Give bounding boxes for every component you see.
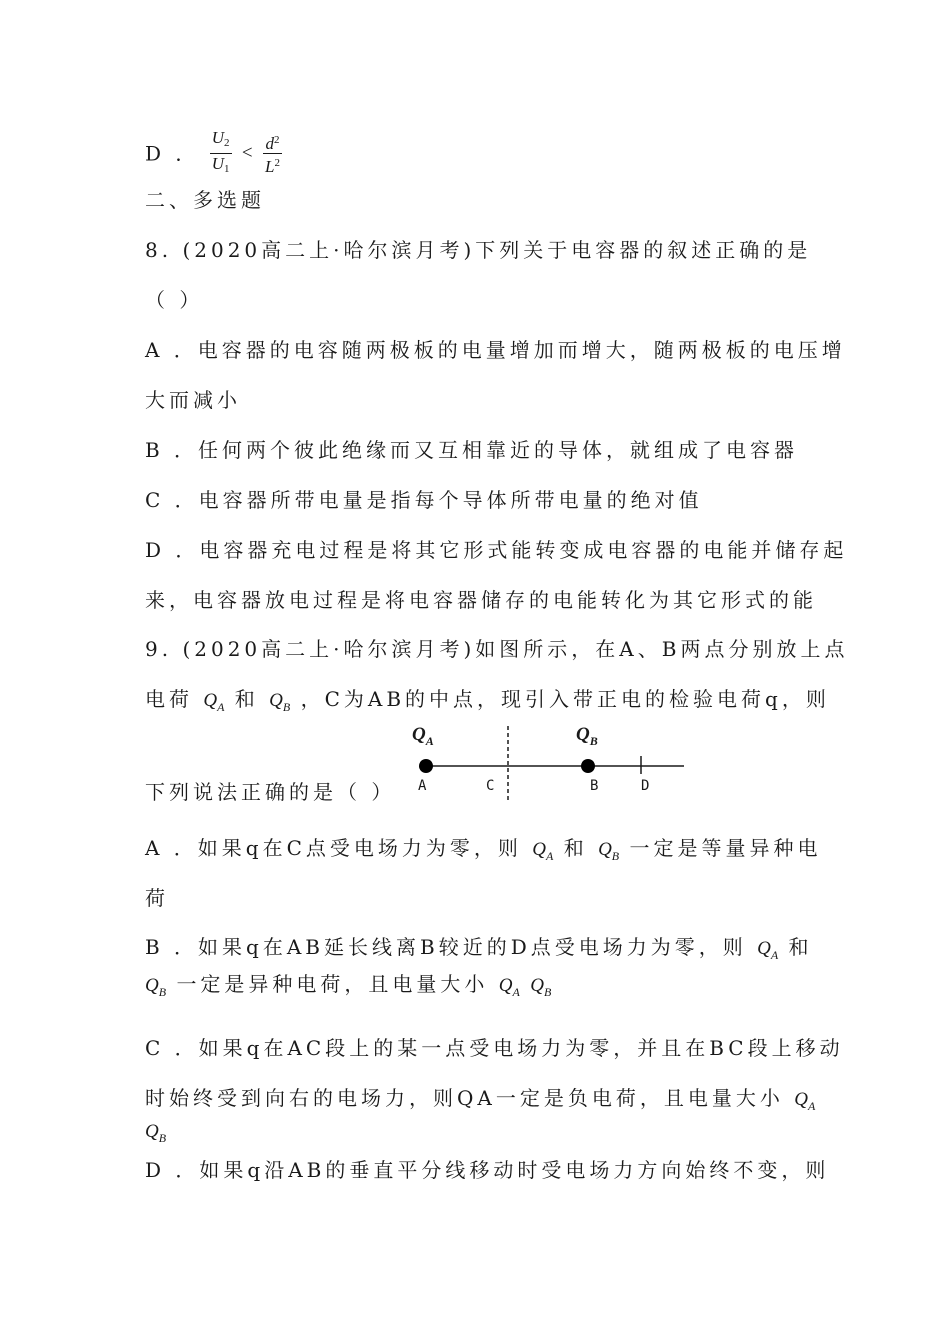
symbol-qb: $Q_B$	[269, 690, 291, 714]
q9-option-d-line1: D ．如果q沿AB的垂直平分线移动时受电场力方向始终不变，则	[145, 1158, 830, 1182]
q8-option-c: C ．电容器所带电量是指每个导体所带电量的绝对值	[145, 488, 703, 512]
symbol-qb: $Q_B$	[530, 975, 552, 999]
symbol-qb: $Q_B$	[598, 839, 620, 863]
less-than-sign: <	[241, 142, 253, 164]
q9-stem-line1: 9. (2020高二上·哈尔滨月考)如图所示，在A、B两点分别放上点	[145, 637, 849, 661]
symbol-qa: $Q_A$	[757, 938, 779, 962]
q8-stem-line1: 8. (2020高二上·哈尔滨月考)下列关于电容器的叙述正确的是	[145, 238, 812, 262]
q8-option-d-line2: 来，电容器放电过程是将电容器储存的电能转化为其它形式的能	[145, 588, 817, 612]
point-a-label: A	[418, 778, 427, 794]
q9-stem-line2: 电荷 $Q_A$ 和 $Q_B$ ，C为AB的中点，现引入带正电的检验电荷q，则	[145, 687, 830, 714]
fraction-u2-u1: $\frac{U_2}{U_1}$	[211, 128, 230, 175]
q8-option-b: B ．任何两个彼此绝缘而又互相靠近的导体，就组成了电容器	[145, 438, 799, 462]
charge-diagram	[408, 718, 688, 804]
q8-option-d-line1: D ．电容器充电过程是将其它形式能转变成电容器的电能并储存起	[145, 538, 848, 562]
q9-option-a-line1: A ．如果q在C点受电场力为零，则 $Q_A$ 和 $Q_B$ 一定是等量异种电	[145, 836, 822, 863]
symbol-qa: $Q_A$	[498, 975, 520, 999]
q9-option-c-line1: C ．如果q在AC段上的某一点受电场力为零，并且在BC段上移动	[145, 1036, 844, 1060]
q9-stem-line3: 下列说法正确的是（ ）	[145, 780, 396, 804]
point-c-label: C	[486, 778, 495, 794]
symbol-qb: $Q_B$	[145, 975, 167, 999]
label-qa: $Q_A$	[412, 724, 434, 748]
option-d-inequality	[145, 128, 282, 176]
charge-b-dot	[581, 759, 595, 773]
point-b-label: B	[590, 778, 599, 794]
q9-option-b-line1: B ．如果q在AB延长线离B较近的D点受电场力为零，则 $Q_A$ 和	[145, 935, 813, 962]
symbol-qa: $Q_A$	[532, 839, 554, 863]
q8-option-a-line1: A ．电容器的电容随两极板的电量增加而增大，随两极板的电压增	[145, 338, 846, 362]
label-qb: $Q_B$	[576, 724, 598, 748]
section-title: 二、多选题	[145, 188, 265, 212]
symbol-qb: $Q_B$	[145, 1121, 167, 1145]
q9-option-b-line2: $Q_B$ 一定是异种电荷，且电量大小 $Q_A$ $Q_B$	[145, 972, 552, 999]
q8-option-a-line2: 大而减小	[145, 388, 241, 412]
fraction-d2-l2: $\frac{d^2}{L^2}$	[263, 131, 282, 176]
option-label: D ．	[145, 141, 200, 166]
q8-stem-line2: （ ）	[145, 288, 204, 312]
symbol-qa: $Q_A$	[794, 1089, 816, 1113]
q9-option-c-line2: 时始终受到向右的电场力，则QA一定是负电荷，且电量大小 $Q_A$	[145, 1086, 816, 1113]
point-d-label: D	[641, 778, 650, 794]
symbol-qa: $Q_A$	[203, 690, 225, 714]
q9-option-a-line2: 荷	[145, 886, 169, 910]
q9-option-c-line3	[145, 1118, 166, 1150]
charge-a-dot	[419, 759, 433, 773]
